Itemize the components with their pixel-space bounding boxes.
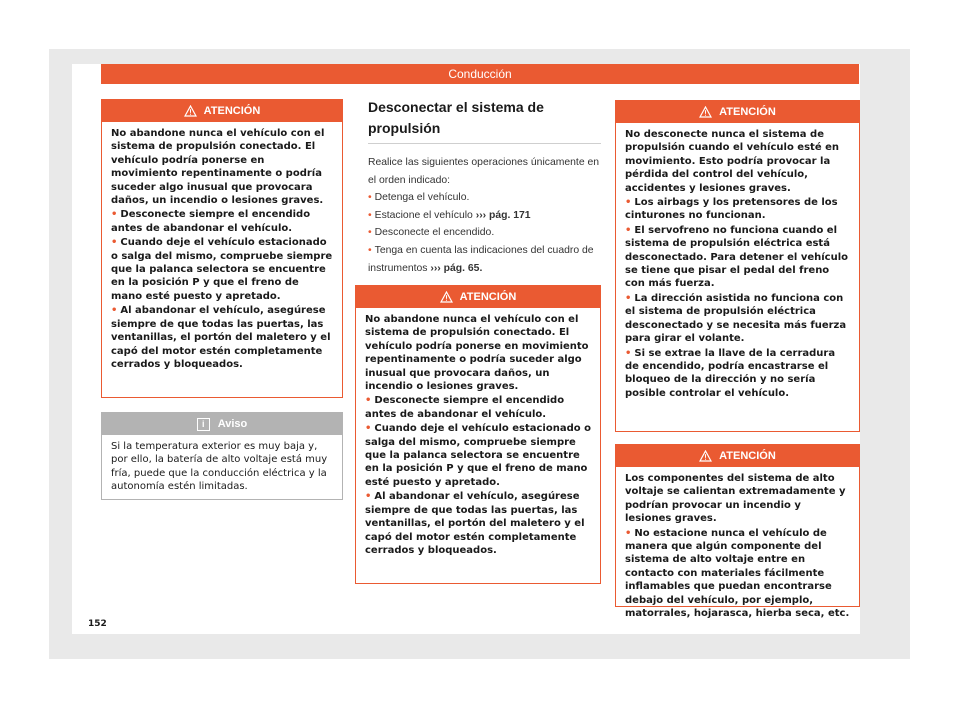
list-item: • Desconecte siempre el encendido antes de abandonar el vehículo. — [111, 209, 311, 234]
warning-intro: No desconecte nunca el sistema de propulsión cuando el vehículo esté en movimiento. Esto podría provocar la pérdida del control del vehículo, accidentes y lesiones graves. — [625, 129, 839, 194]
warning-intro: Los componentes del sistema de alto voltaje se calientan extremadamente y podrían provocar un incendio y lesiones graves. — [625, 473, 846, 525]
warning-title: ATENCIÓN — [203, 105, 261, 117]
warning-header — [356, 286, 600, 308]
list-item: • Al abandonar el vehículo, asegúrese siempre de que todas las puertas, las ventanillas, el portón del maletero y el capó del motor estén completamente cerrados y bloqueados. — [111, 305, 331, 370]
page-number: 152 — [88, 619, 107, 629]
steps-intro: Realice las siguientes operaciones únicamente en el orden indicado: — [368, 157, 600, 186]
warning-box-middle — [355, 285, 601, 584]
warning-title: ATENCIÓN — [719, 450, 776, 462]
warning-triangle-icon — [699, 450, 712, 462]
warning-box-right-2 — [615, 444, 860, 620]
chapter-header: Conducción — [101, 64, 859, 84]
list-item: • Los airbags y los pretensores de los cinturones no funcionan. — [625, 197, 838, 222]
list-item: • Estacione el vehículo ››› pág. 171 — [368, 209, 531, 221]
note-text: Si la temperatura exterior es muy baja y, por ello, la batería de alto voltaje está muy fría, puede que la conducción eléctrica y la autonomía estén limitadas. — [111, 441, 328, 493]
section-title: Desconectar el sistema de propulsión — [368, 97, 601, 144]
warning-triangle-icon — [184, 105, 197, 117]
warning-header — [616, 445, 859, 467]
page-reference[interactable]: ››› pág. 171 — [475, 209, 531, 221]
note-header — [102, 413, 342, 435]
warning-box-right-1 — [615, 100, 860, 432]
note-box — [101, 412, 343, 500]
info-icon: i — [197, 418, 210, 431]
list-item: • Si se extrae la llave de la cerradura de encendido, podría encastrarse el bloqueo de la dirección y no sería posible controlar el vehículo. — [625, 347, 836, 399]
warning-header — [616, 101, 859, 123]
list-item: • Al abandonar el vehículo, asegúrese siempre de que todas las puertas, las ventanillas, el portón del maletero y el capó del motor estén completamente cerrados y bloqueados. — [365, 491, 585, 556]
warning-intro: No abandone nunca el vehículo con el sistema de propulsión conectado. El vehículo podría ponerse en movimiento repentinamente o podría suceder algo inusual que provocara daños, un incendio o lesiones graves. — [111, 128, 325, 207]
steps-list — [368, 154, 604, 277]
warning-triangle-icon — [440, 291, 453, 303]
list-item: • La dirección asistida no funciona con el sistema de propulsión eléctrica desconectado y se necesita más fuerza para girar el volante. — [625, 292, 847, 345]
warning-title: ATENCIÓN — [719, 106, 776, 118]
list-item: • Cuando deje el vehículo estacionado o salga del mismo, compruebe siempre que la palanca selectora se encuentre en la posición P y que el freno de mano esté puesto y apretado. — [365, 423, 591, 488]
list-item: • Cuando deje el vehículo estacionado o salga del mismo, compruebe siempre que la palanca selectora se encuentre en la posición P y que el freno de mano esté puesto y apretado. — [111, 237, 333, 302]
note-title: Aviso — [217, 418, 248, 430]
warning-box-left — [101, 99, 343, 398]
list-item: • El servofreno no funciona cuando el sistema de propulsión eléctrica está desconectado. Para detener el vehículo se tiene que pisar el pedal del freno con más fuerza. — [625, 224, 849, 290]
list-item: • No estacione nunca el vehículo de manera que algún componente del sistema de alto voltaje entre en contacto con materiales fácilmente inflamables que puedan encontrarse debajo del vehículo, por ejemplo, matorrales, hojarasca, hierba seca, etc. — [625, 527, 850, 620]
list-item: • Desconecte el encendido. — [368, 227, 495, 239]
page-reference[interactable]: ››› pág. 65. — [430, 262, 483, 274]
list-item: • Tenga en cuenta las indicaciones del cuadro de instrumentos ››› pág. 65. — [368, 244, 594, 274]
warning-triangle-icon — [699, 106, 712, 118]
warning-intro: No abandone nunca el vehículo con el sistema de propulsión conectado. El vehículo podría ponerse en movimiento repentinamente o podría suceder algo inusual que provocara daños, un incendio o lesiones graves. — [365, 314, 589, 393]
list-item: • Detenga el vehículo. — [368, 192, 470, 204]
warning-title: ATENCIÓN — [459, 291, 517, 303]
list-item: • Desconecte siempre el encendido antes de abandonar el vehículo. — [365, 395, 565, 420]
warning-header — [102, 100, 342, 122]
